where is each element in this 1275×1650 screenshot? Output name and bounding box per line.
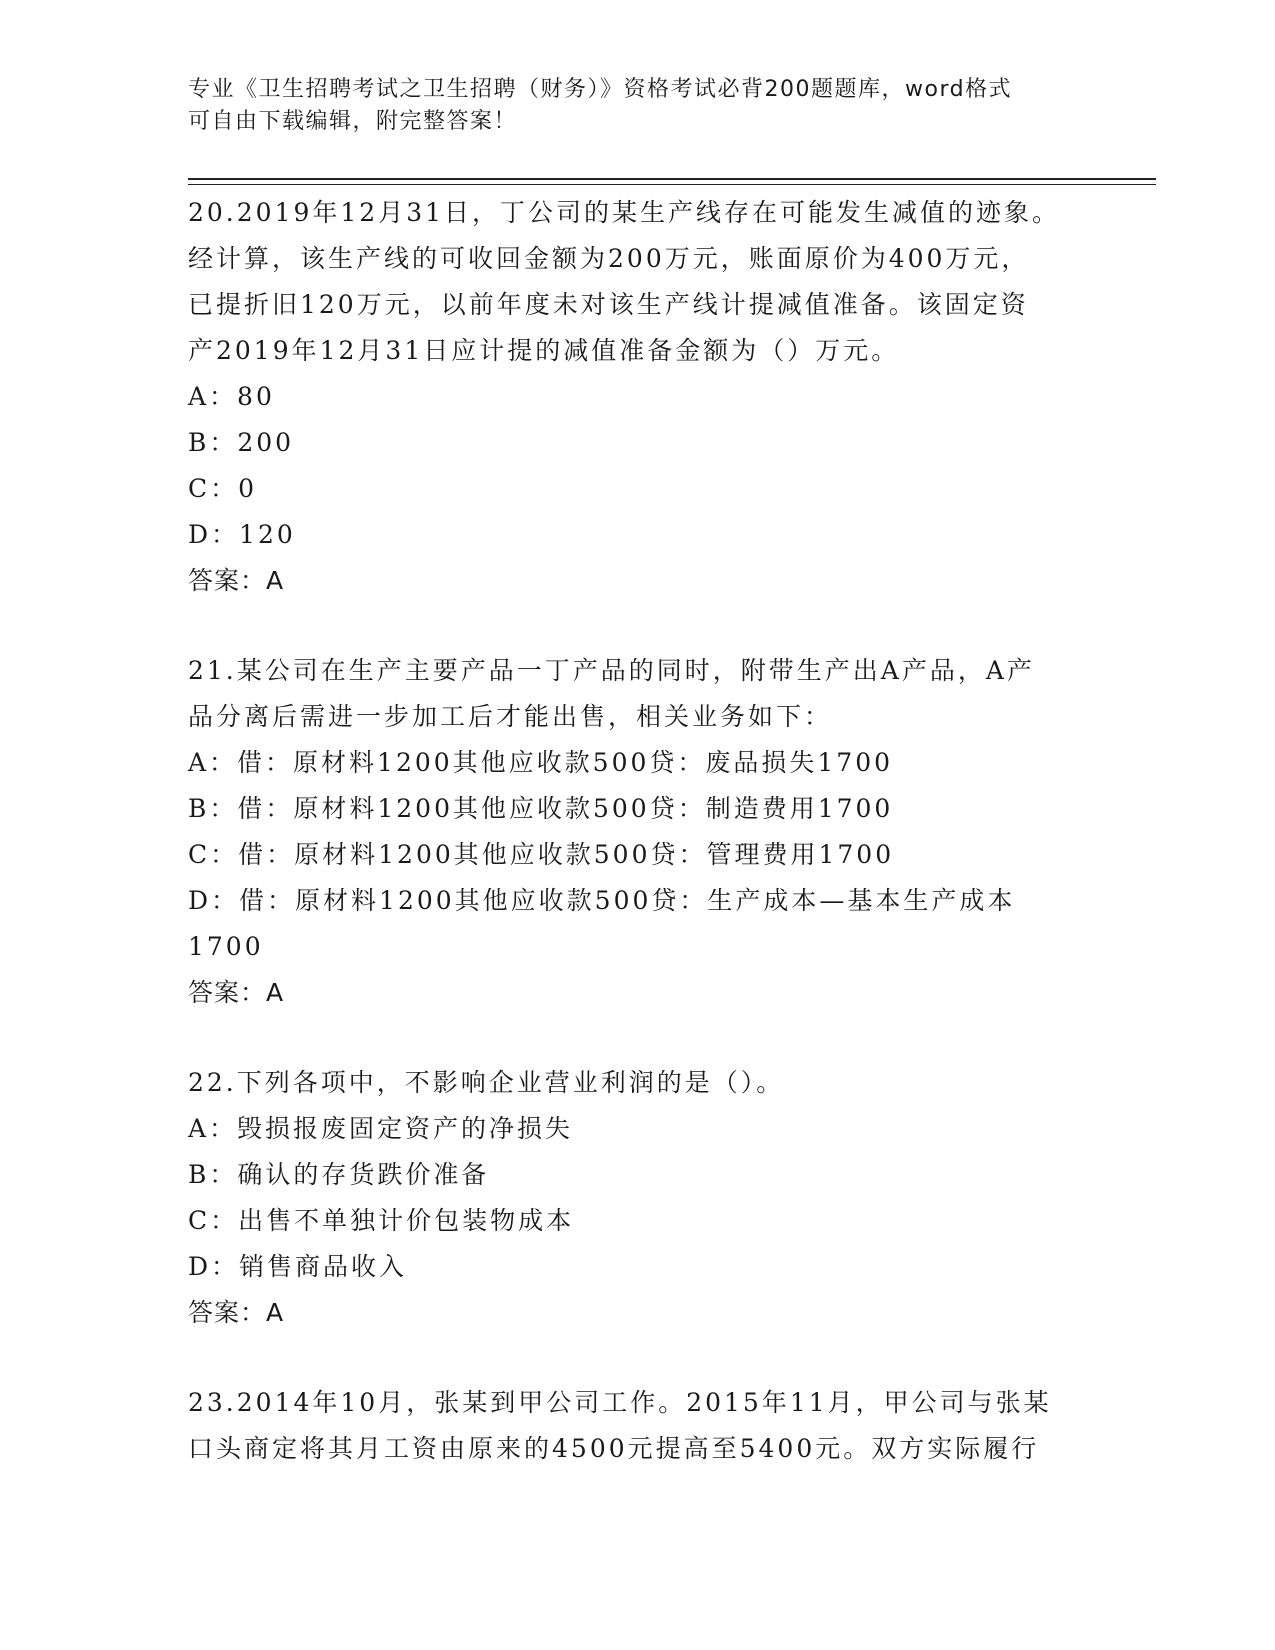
option-a: A：毁损报废固定资产的净损失 [188,1114,574,1143]
option-c: C：借：原材料1200其他应收款500贷：管理费用1700 [188,840,895,869]
question-21 [188,648,1088,1016]
question-list [188,190,1088,1472]
option-d-continued: 1700 [188,932,264,961]
question-22 [188,1060,1088,1336]
option-a: A：借：原材料1200其他应收款500贷：废品损失1700 [188,748,894,777]
option-d: D：销售商品收入 [188,1252,408,1281]
question-text: 20.2019年12月31日，丁公司的某生产线存在可能发生减值的迹象。 [188,198,1061,227]
question-text: 产2019年12月31日应计提的减值准备金额为（）万元。 [188,336,900,365]
header-divider-thin [188,184,1156,185]
question-text: 品分离后需进一步加工后才能出售，相关业务如下： [188,702,833,731]
question-23 [188,1380,1088,1472]
question-text: 已提折旧120万元，以前年度未对该生产线计提减值准备。该固定资 [188,290,1029,319]
question-spacer [188,1016,1088,1060]
answer: 答案：A [188,1298,285,1327]
question-text: 经计算，该生产线的可收回金额为200万元，账面原价为400万元， [188,244,1030,273]
document-header [188,74,1068,138]
option-d: D：借：原材料1200其他应收款500贷：生产成本—基本生产成本 [188,886,1016,915]
option-b: B：200 [188,428,295,457]
option-b: B：确认的存货跌价准备 [188,1160,490,1189]
question-text: 21.某公司在生产主要产品一丁产品的同时，附带生产出A产品，A产 [188,656,1035,685]
question-spacer [188,604,1088,648]
header-title-line-1: 专业《卫生招聘考试之卫生招聘（财务）》资格考试必背200题题库，word格式 [188,77,1013,102]
option-a: A：80 [188,382,275,411]
header-title-line-2: 可自由下载编辑，附完整答案！ [188,109,518,134]
header-divider-thick [188,178,1156,180]
answer: 答案：A [188,978,285,1007]
option-c: C：0 [188,474,258,503]
option-d: D：120 [188,520,296,549]
question-text: 口头商定将其月工资由原来的4500元提高至5400元。双方实际履行 [188,1434,1040,1463]
question-text: 23.2014年10月，张某到甲公司工作。2015年11月，甲公司与张某 [188,1388,1052,1417]
question-text: 22.下列各项中，不影响企业营业利润的是（）。 [188,1068,785,1097]
option-b: B：借：原材料1200其他应收款500贷：制造费用1700 [188,794,894,823]
question-spacer [188,1336,1088,1380]
question-20 [188,190,1088,604]
answer: 答案：A [188,566,285,595]
option-c: C：出售不单独计价包装物成本 [188,1206,575,1235]
